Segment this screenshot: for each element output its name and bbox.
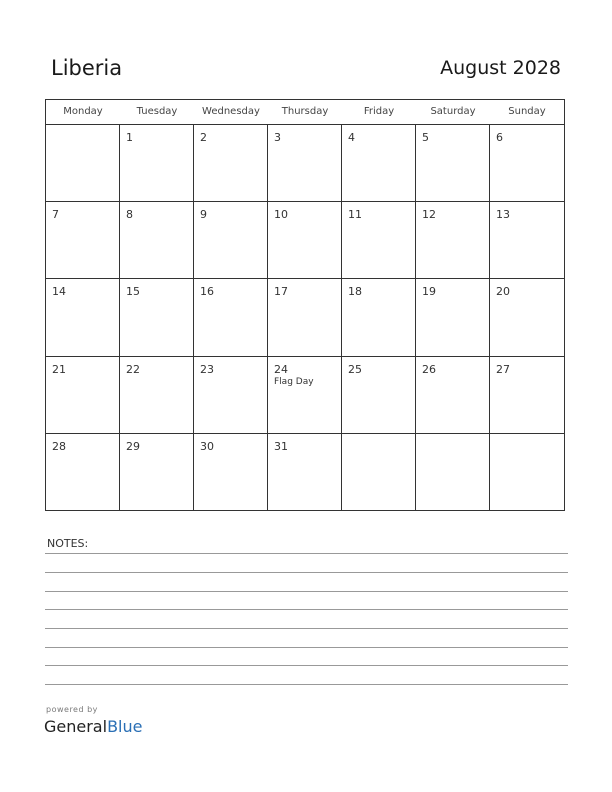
day-cell[interactable] bbox=[194, 202, 268, 279]
day-number: 10 bbox=[274, 208, 288, 222]
notes-line bbox=[45, 591, 568, 592]
day-cell[interactable] bbox=[416, 125, 490, 202]
day-cell[interactable] bbox=[194, 357, 268, 434]
notes-line bbox=[45, 684, 568, 685]
notes-line bbox=[45, 647, 568, 648]
day-number: 19 bbox=[422, 285, 436, 299]
day-cell[interactable] bbox=[416, 279, 490, 356]
day-number: 27 bbox=[496, 362, 510, 376]
powered-by-text: powered by bbox=[46, 705, 98, 714]
day-cell[interactable] bbox=[120, 125, 194, 202]
day-cell[interactable] bbox=[194, 434, 268, 511]
weekday-monday: Monday bbox=[63, 106, 103, 117]
day-cell[interactable] bbox=[490, 125, 564, 202]
day-cell[interactable] bbox=[490, 357, 564, 434]
day-cell[interactable] bbox=[194, 125, 268, 202]
day-number: 23 bbox=[200, 362, 214, 376]
day-number: 28 bbox=[52, 439, 66, 453]
month-title: August 2028 bbox=[440, 57, 561, 79]
day-number: 8 bbox=[126, 208, 133, 222]
notes-line bbox=[45, 628, 568, 629]
day-number: 24 bbox=[274, 362, 288, 376]
day-cell[interactable] bbox=[268, 357, 342, 434]
notes-label: NOTES: bbox=[47, 537, 89, 550]
day-cell[interactable] bbox=[46, 357, 120, 434]
notes-line bbox=[45, 553, 568, 554]
country-title: Liberia bbox=[51, 56, 123, 80]
generalblue-logo[interactable] bbox=[44, 717, 142, 736]
weekday-friday: Friday bbox=[363, 106, 395, 117]
day-cell[interactable] bbox=[342, 202, 416, 279]
day-number: 18 bbox=[348, 285, 362, 299]
day-number: 13 bbox=[496, 208, 510, 222]
day-cell[interactable] bbox=[416, 202, 490, 279]
day-cell[interactable] bbox=[194, 279, 268, 356]
day-cell[interactable] bbox=[120, 357, 194, 434]
day-number: 6 bbox=[496, 131, 503, 144]
day-cell[interactable] bbox=[342, 434, 416, 511]
day-cell[interactable] bbox=[268, 125, 342, 202]
holiday-label: Flag Day bbox=[274, 376, 314, 387]
day-number: 21 bbox=[52, 362, 66, 376]
day-cell[interactable] bbox=[46, 434, 120, 511]
brand-general: General bbox=[44, 717, 108, 736]
day-number: 25 bbox=[348, 362, 362, 376]
day-number: 22 bbox=[126, 362, 140, 376]
day-cell[interactable] bbox=[416, 357, 490, 434]
day-number: 4 bbox=[348, 131, 355, 144]
day-number: 5 bbox=[422, 131, 429, 144]
day-cell[interactable] bbox=[268, 434, 342, 511]
weekday-thursday: Thursday bbox=[281, 106, 329, 117]
day-cell[interactable] bbox=[46, 125, 120, 202]
day-number: 9 bbox=[200, 208, 207, 222]
day-cell[interactable] bbox=[490, 434, 564, 511]
day-cell[interactable] bbox=[268, 202, 342, 279]
calendar-grid bbox=[45, 99, 565, 511]
day-number: 1 bbox=[126, 131, 133, 144]
day-number: 17 bbox=[274, 285, 288, 299]
day-cell[interactable] bbox=[46, 202, 120, 279]
day-number: 26 bbox=[422, 362, 436, 376]
weekday-header bbox=[46, 100, 564, 125]
day-cell[interactable] bbox=[490, 202, 564, 279]
brand-blue: Blue bbox=[107, 717, 143, 736]
day-cell[interactable] bbox=[46, 279, 120, 356]
day-number: 29 bbox=[126, 439, 140, 453]
day-number: 7 bbox=[52, 208, 59, 222]
day-grid bbox=[46, 125, 564, 511]
weekday-saturday: Saturday bbox=[430, 106, 476, 117]
weekday-sunday: Sunday bbox=[508, 106, 546, 117]
day-number: 31 bbox=[274, 439, 288, 453]
day-cell[interactable] bbox=[490, 279, 564, 356]
day-number: 2 bbox=[200, 131, 207, 144]
day-number: 12 bbox=[422, 208, 436, 222]
notes-line bbox=[45, 665, 568, 666]
day-number: 11 bbox=[348, 208, 362, 222]
day-number: 15 bbox=[126, 285, 140, 299]
day-cell[interactable] bbox=[416, 434, 490, 511]
day-cell[interactable] bbox=[342, 357, 416, 434]
day-number: 20 bbox=[496, 285, 510, 299]
day-cell[interactable] bbox=[120, 434, 194, 511]
day-cell[interactable] bbox=[120, 279, 194, 356]
notes-line bbox=[45, 572, 568, 573]
day-number: 30 bbox=[200, 439, 214, 453]
day-cell[interactable] bbox=[120, 202, 194, 279]
day-cell[interactable] bbox=[268, 279, 342, 356]
weekday-wednesday: Wednesday bbox=[202, 106, 260, 117]
day-number: 16 bbox=[200, 285, 214, 299]
day-cell[interactable] bbox=[342, 279, 416, 356]
weekday-tuesday: Tuesday bbox=[136, 106, 178, 117]
day-cell[interactable] bbox=[342, 125, 416, 202]
notes-line bbox=[45, 609, 568, 610]
day-number: 3 bbox=[274, 131, 281, 144]
day-number: 14 bbox=[52, 285, 66, 299]
